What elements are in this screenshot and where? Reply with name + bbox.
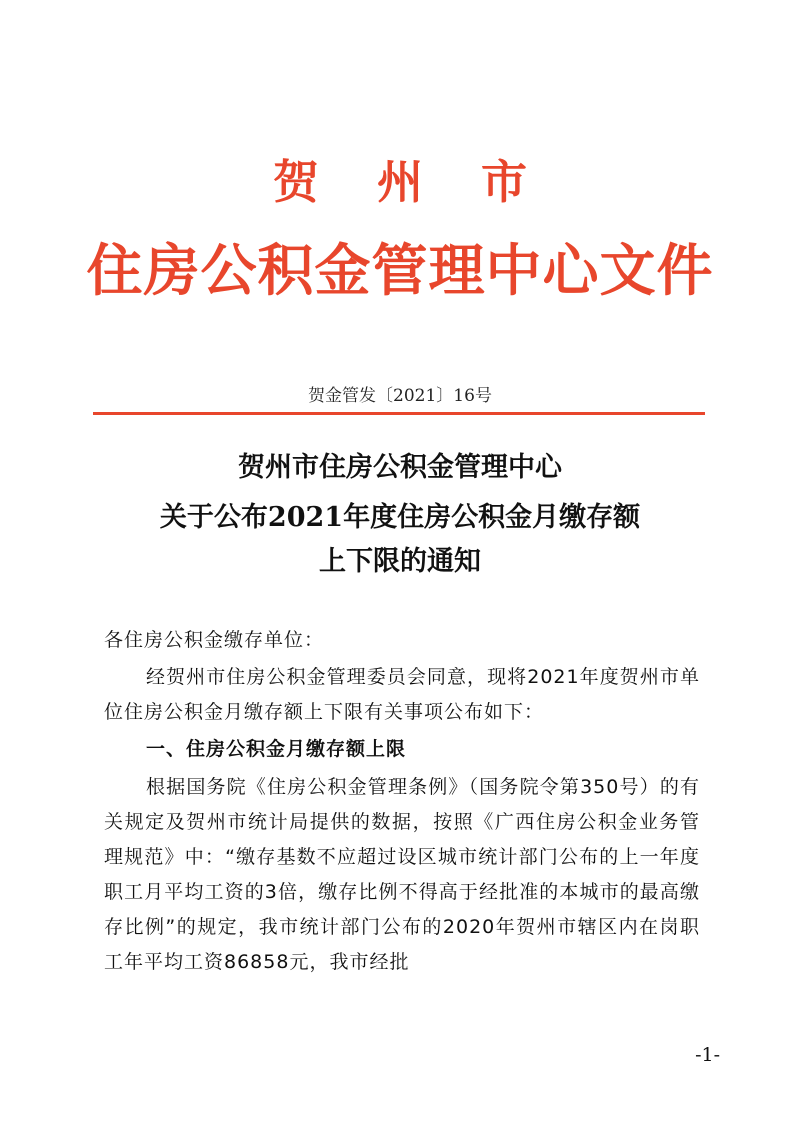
red-divider-line (93, 412, 705, 415)
issuer-city-heading: 贺州市 (273, 155, 585, 209)
notice-title-line-1: 贺州市住房公积金管理中心 (238, 452, 562, 483)
notice-title-line-2: 关于公布2021年度住房公积金月缴存额 (159, 502, 641, 533)
notice-title-line-3: 上下限的通知 (319, 546, 481, 577)
paragraph-upper-limit: 根据国务院《住房公积金管理条例》（国务院令第350号）的有关规定及贺州市统计局提供的数据，按照《广西住房公积金业务管理规范》中：“缴存基数不应超过设区城市统计部门公布的上一年度职工月平均工资的3倍，缴存比例不得高于经批准的本城市的最高缴存比例”的规定，我市统计部门公布的2020年贺州市辖区内在岗职工年平均工资86858元，我市经批 (104, 776, 700, 973)
salutation: 各住房公积金缴存单位： (104, 629, 325, 651)
document-number: 贺金管发〔2021〕16号 (308, 386, 492, 406)
section-heading-1: 一、住房公积金月缴存额上限 (146, 738, 407, 760)
issuer-org-heading: 住房公积金管理中心文件 (86, 239, 714, 304)
page-number: -1- (695, 1044, 720, 1066)
paragraph-intro: 经贺州市住房公积金管理委员会同意，现将2021年度贺州市单位住房公积金月缴存额上下限有关事项公布如下： (104, 666, 700, 723)
